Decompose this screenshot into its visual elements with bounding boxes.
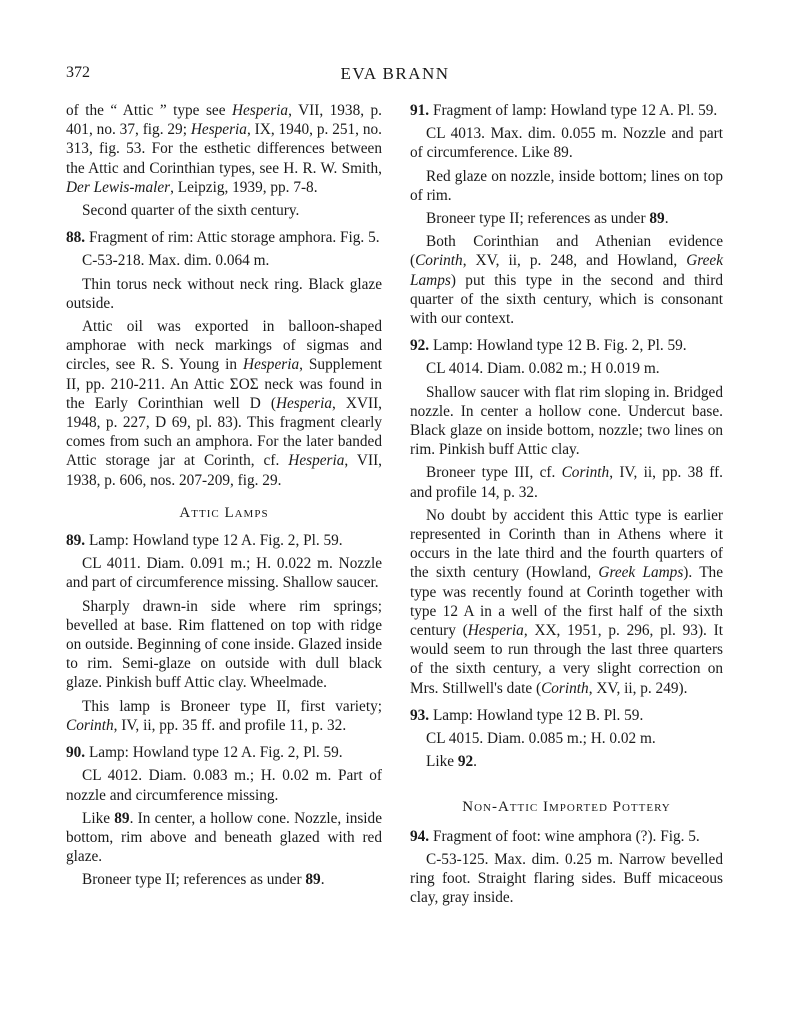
entry-91-commentary: Both Corinthian and Athenian evidence (Corinth, XV, ii, p. 248, and Howland, Greek Lamps) put this type in the second and third quarter of the sixth century, which is consonant with our context.: [410, 233, 723, 328]
entry-88-title: 88. Fragment of rim: Attic storage amphora. Fig. 5.: [66, 229, 380, 247]
entry-89-catalogue: CL 4011. Diam. 0.091 m.; H. 0.022 m. Nozzle and part of circumference missing. Shallow saucer.: [66, 555, 382, 592]
entry-91-references: Broneer type II; references as under 89.: [426, 210, 669, 228]
page-header: [66, 64, 724, 88]
entry-90-catalogue: CL 4012. Diam. 0.083 m.; H. 0.02 m. Part of nozzle and circumference missing.: [66, 767, 382, 804]
entry-89-title: 89. Lamp: Howland type 12 A. Fig. 2, Pl. 59.: [66, 532, 343, 550]
entry-90-title: 90. Lamp: Howland type 12 A. Fig. 2, Pl. 59.: [66, 744, 343, 762]
entry-92-references: Broneer type III, cf. Corinth, IV, ii, pp. 38 ff. and profile 14, p. 32.: [410, 464, 723, 501]
entry-89-commentary: This lamp is Broneer type II, first variety; Corinth, IV, ii, pp. 35 ff. and profile 11, p. 32.: [66, 697, 382, 734]
entry-92-title: 92. Lamp: Howland type 12 B. Fig. 2, Pl. 59.: [410, 337, 687, 355]
entry-91-description: Red glaze on nozzle, inside bottom; lines on top of rim.: [410, 167, 723, 204]
entry-91-title: 91. Fragment of lamp: Howland type 12 A. Pl. 59.: [410, 102, 718, 119]
section-heading-attic-lamps: Attic Lamps: [179, 504, 269, 521]
entry-88-commentary: Attic oil was exported in balloon-shaped amphorae with neck markings of sigmas and circles, see R. S. Young in Hesperia, Supplement II, pp. 210-211. An Attic ΣOΣ neck was found in the Early Corinthian well D (Hesperia, XVII, 1948, p. 227, D 69, pl. 83). This fragment clearly comes from such an amphora. For the later banded Attic storage jar at Corinth, cf. Hesperia, VII, 1938, p. 606, nos. 207-209, fig. 29.: [66, 318, 383, 489]
entry-91-catalogue: CL 4013. Max. dim. 0.055 m. Nozzle and part of circumference. Like 89.: [410, 125, 723, 162]
entry-94-catalogue: C-53-125. Max. dim. 0.25 m. Narrow bevelled ring foot. Straight flaring sides. Buff micaceous clay, gray inside.: [410, 850, 723, 907]
date-paragraph: Second quarter of the sixth century.: [82, 202, 300, 220]
entry-92-catalogue: CL 4014. Diam. 0.082 m.; H 0.019 m.: [426, 360, 660, 378]
entry-88-description: Thin torus neck without neck ring. Black glaze outside.: [66, 275, 382, 312]
entry-94-title: 94. Fragment of foot: wine amphora (?). Fig. 5.: [410, 827, 700, 845]
entry-93-description: Like 92.: [426, 753, 477, 771]
entry-93-catalogue: CL 4015. Diam. 0.085 m.; H. 0.02 m.: [426, 730, 656, 748]
right-column: [410, 101, 723, 912]
entry-92-commentary: No doubt by accident this Attic type is earlier represented in Corinth than in Athens where it occurs in the late third and the fourth quarters of the sixth century (Howland, Greek Lamps). The type was recently found at Corinth together with type 12 A in a well of the first half of the sixth century (Hesperia, XX, 1951, p. 296, pl. 93). It would seem to run through the last three quarters of the sixth century, a very slight correction on Mrs. Stillwell's date (Corinth, XV, ii, p. 249).: [410, 506, 723, 697]
entry-89-description: Sharply drawn-in side where rim springs; bevelled at base. Rim flattened on top with ridge on outside. Beginning of cone inside. Glazed inside to rim. Semi-glaze on outside with dull black glaze. Pinkish buff Attic clay. Wheelmade.: [66, 597, 382, 692]
entry-93-title: 93. Lamp: Howland type 12 B. Pl. 59.: [410, 706, 644, 724]
left-column: [66, 101, 382, 894]
entry-88-catalogue: C-53-218. Max. dim. 0.064 m.: [82, 252, 270, 270]
running-title: EVA BRANN: [340, 64, 450, 83]
citation-paragraph: of the “ Attic ” type see Hesperia, VII, 1938, p. 401, no. 37, fig. 29; Hesperia, IX, 1940, p. 251, no. 313, fig. 53. For the esthetic differences between the Attic and Corinthian types, see H. R. W. Smith, Der Lewis-maler, Leipzig, 1939, pp. 7-8.: [66, 102, 382, 196]
entry-92-description: Shallow saucer with flat rim sloping in. Bridged nozzle. In center a hollow cone. Undercut base. Black glaze on inside bottom, nozzle; two lines on rim. Pinkish buff Attic clay.: [410, 383, 723, 459]
entry-90-description: Like 89. In center, a hollow cone. Nozzle, inside bottom, rim above and beneath glazed with red glaze.: [66, 809, 382, 866]
entry-90-references: Broneer type II; references as under 89.: [82, 871, 325, 889]
page-number: 372: [66, 64, 90, 81]
section-heading-non-attic-pottery: Non-Attic Imported Pottery: [462, 798, 671, 815]
